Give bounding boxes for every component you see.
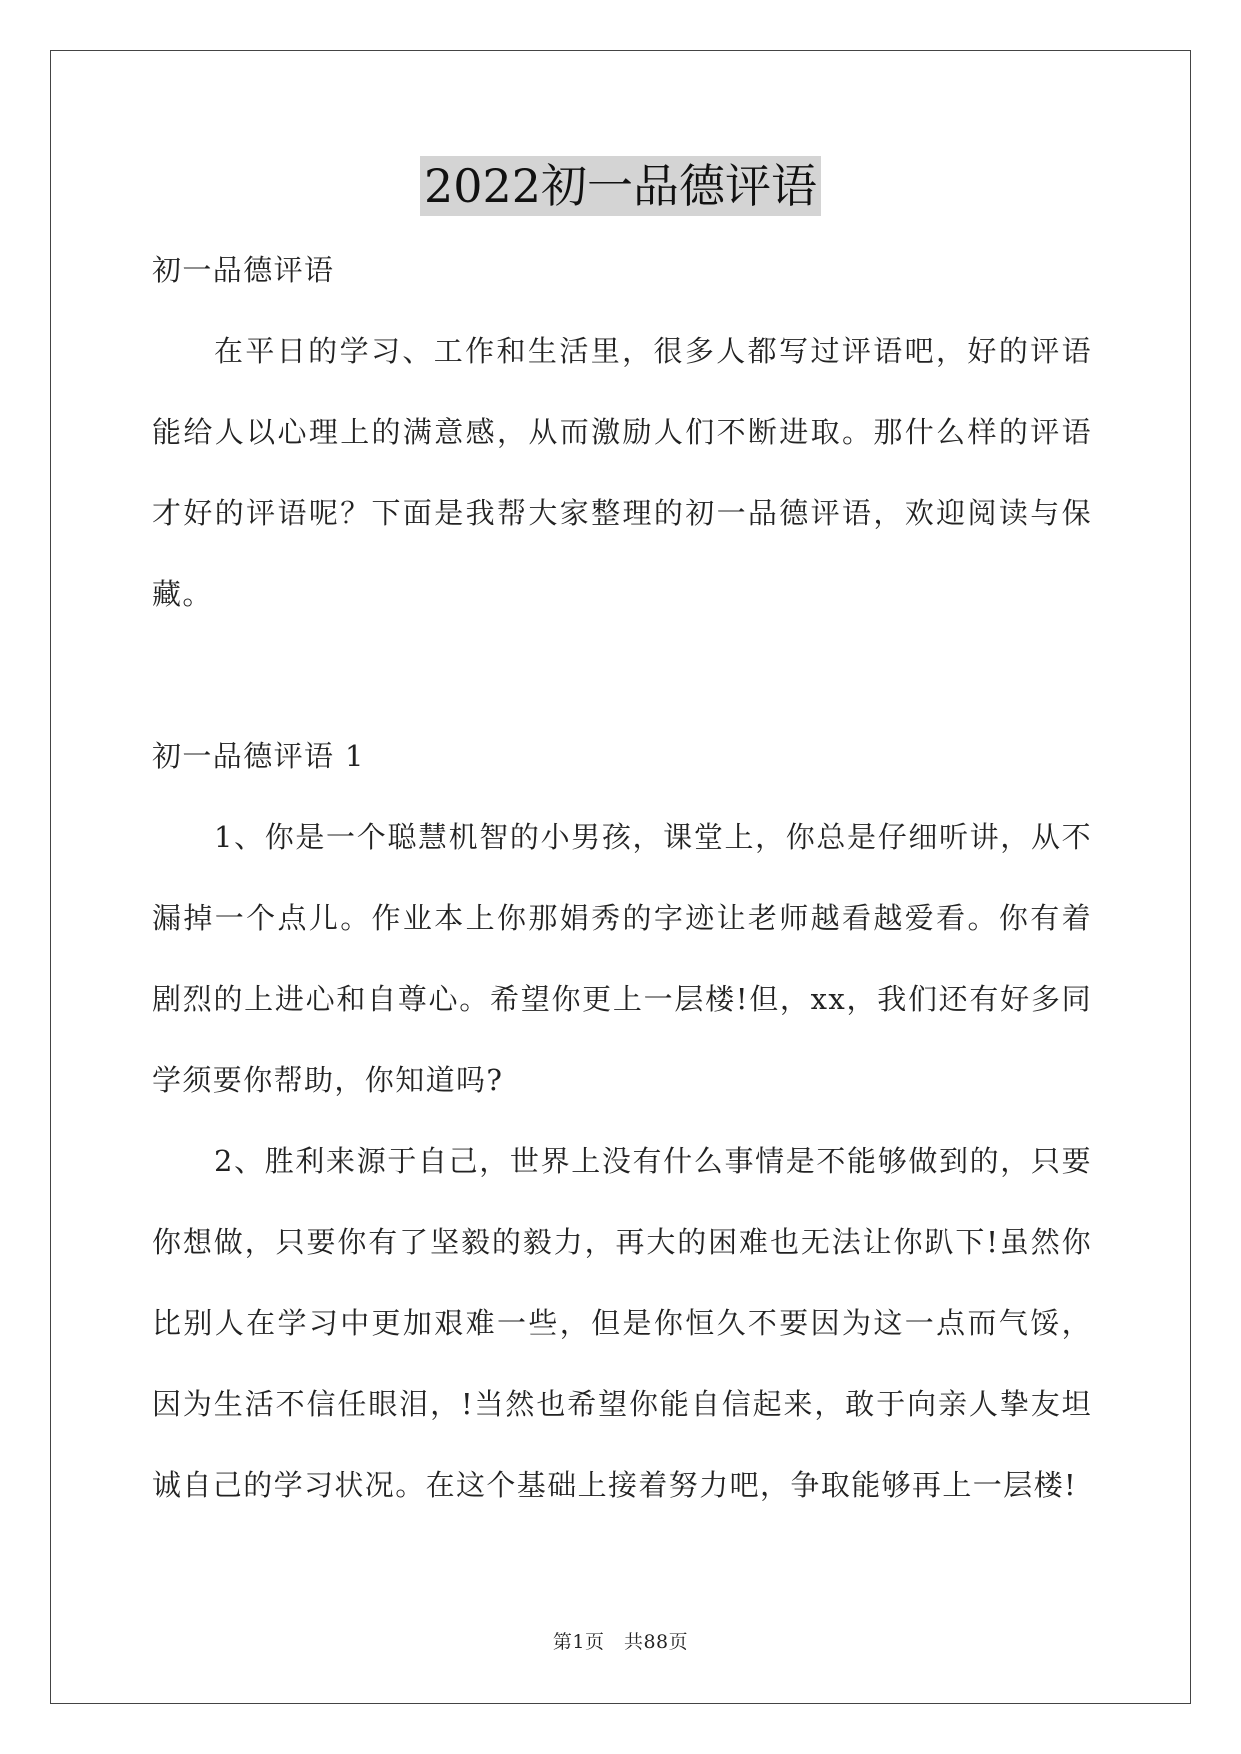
document-title: 2022初一品德评语 — [420, 156, 821, 216]
list-item: 2、胜利来源于自己，世界上没有什么事情是不能够做到的，只要你想做，只要你有了坚毅的毅力，再大的困难也无法让你趴下!虽然你比别人在学习中更加艰难一些，但是你恒久不要因为这一点而气馁，因为生活不信任眼泪，!当然也希望你能自信起来，敢于向亲人挚友坦诚自己的学习状况。在这个基础上接着努力吧，争取能够再上一层楼! — [152, 1144, 1092, 1502]
list-item: 1、你是一个聪慧机智的小男孩，课堂上，你总是仔细听讲，从不漏掉一个点儿。作业本上你那娟秀的字迹让老师越看越爱看。你有着剧烈的上进心和自尊心。希望你更上一层楼!但，xx，我们还有好多同学须要你帮助，你知道吗? — [152, 820, 1092, 1097]
intro-paragraph: 在平日的学习、工作和生活里，很多人都写过评语吧，好的评语能给人以心理上的满意感，从而激励人们不断进取。那什么样的评语才好的评语呢？下面是我帮大家整理的初一品德评语，欢迎阅读与保藏。 — [152, 334, 1092, 611]
document-subtitle: 初一品德评语 — [152, 253, 335, 287]
page-footer: 第1页 共88页 — [552, 1631, 689, 1653]
document-body — [152, 230, 1092, 1526]
section-heading: 初一品德评语 1 — [152, 739, 365, 773]
title-container — [0, 156, 1241, 216]
section-gap — [152, 635, 1092, 716]
